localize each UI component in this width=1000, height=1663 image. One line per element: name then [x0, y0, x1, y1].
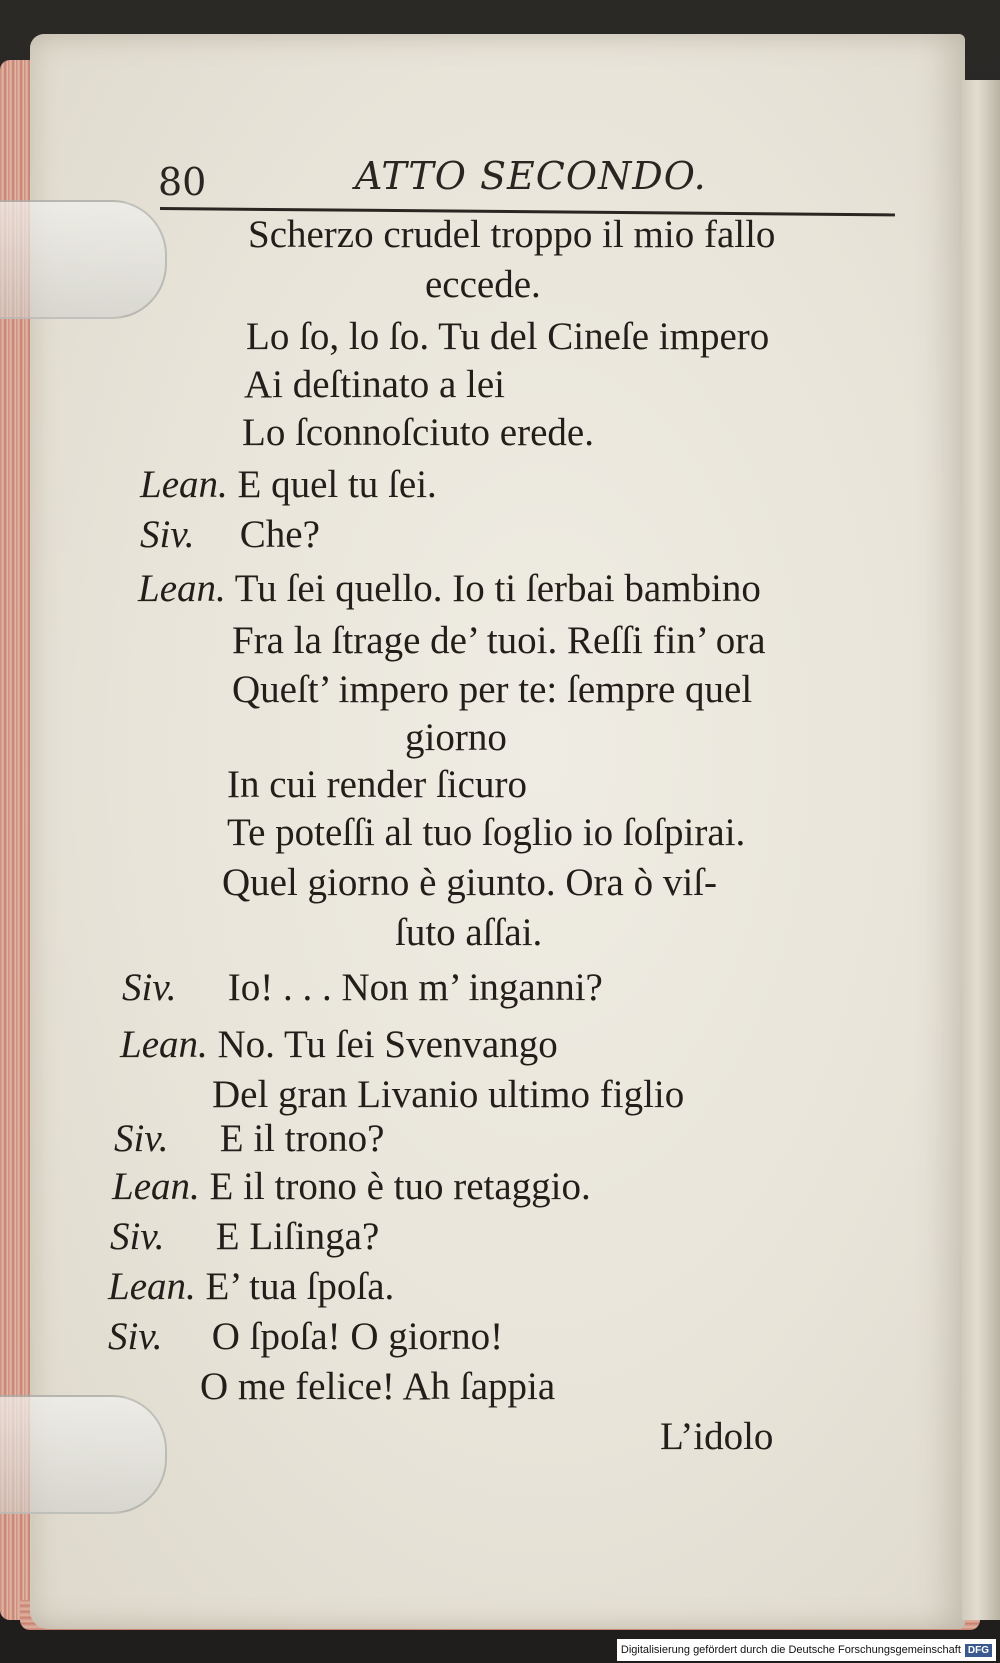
speaker-label: Lean. — [120, 1023, 208, 1066]
text-line: Lean. No. Tu ſei Svenvango — [120, 1023, 558, 1066]
speaker-label: Lean. — [112, 1165, 200, 1208]
speaker-label: Lean. — [140, 463, 228, 506]
text-line: eccede. — [425, 263, 541, 306]
text-line: Lean. E quel tu ſei. — [140, 463, 437, 506]
text-line: Siv. Che? — [140, 513, 320, 556]
text-line: O me felice! Ah ſappia — [200, 1365, 556, 1408]
text-line: Lean. E’ tua ſpoſa. — [108, 1265, 395, 1308]
text-line: Lo ſconnoſciuto erede. — [242, 411, 594, 454]
text-line: Del gran Livanio ultimo figlio — [212, 1073, 685, 1116]
credit-text: Digitalisierung gefördert durch die Deutsche Forschungsgemeinschaft — [620, 1644, 961, 1656]
speaker-label: Siv. — [122, 966, 177, 1009]
page-number: 80 — [158, 160, 207, 204]
text-line: giorno — [405, 716, 507, 759]
text-line: Ai deſtinato a lei — [244, 363, 506, 406]
speaker-label: Siv. — [140, 513, 195, 556]
text-line: Siv. E il trono? — [114, 1117, 385, 1160]
page-clip-top — [0, 200, 167, 319]
text-line: Lo ſo, lo ſo. Tu del Cineſe impero — [246, 315, 770, 358]
catchword: L’idolo — [660, 1415, 774, 1458]
speaker-label: Siv. — [108, 1315, 163, 1358]
dfg-logo: DFG — [965, 1644, 992, 1657]
speaker-label: Lean. — [108, 1265, 196, 1308]
page-clip-bottom — [0, 1395, 167, 1514]
text-line: Quel giorno è giunto. Ora ò viſ- — [222, 861, 717, 904]
speaker-label: Siv. — [114, 1117, 169, 1160]
running-head: ATTO SECONDO. — [355, 154, 707, 198]
speaker-label: Lean. — [138, 567, 226, 610]
speaker-label: Siv. — [110, 1215, 165, 1258]
text-line: Siv. O ſpoſa! O giorno! — [108, 1315, 504, 1358]
text-line: Lean. E il trono è tuo retaggio. — [112, 1165, 591, 1208]
text-line: Lean. Tu ſei quello. Io ti ſerbai bambino — [138, 567, 761, 610]
text-line: Siv. E Liſinga? — [110, 1215, 380, 1258]
text-line: Scherzo crudel troppo il mio fallo — [248, 213, 776, 256]
text-line: Fra la ſtrage de’ tuoi. Reſſi fin’ ora — [232, 619, 766, 662]
digitization-credit — [617, 1639, 996, 1661]
text-line: Queſt’ impero per te: ſempre quel — [232, 668, 753, 711]
text-line: In cui render ſicuro — [227, 763, 527, 806]
text-line: Siv. Io! . . . Non m’ inganni? — [122, 966, 603, 1009]
text-line: Te poteſſi al tuo ſoglio io ſoſpirai. — [227, 811, 746, 854]
text-line: ſuto aſſai. — [395, 911, 543, 954]
